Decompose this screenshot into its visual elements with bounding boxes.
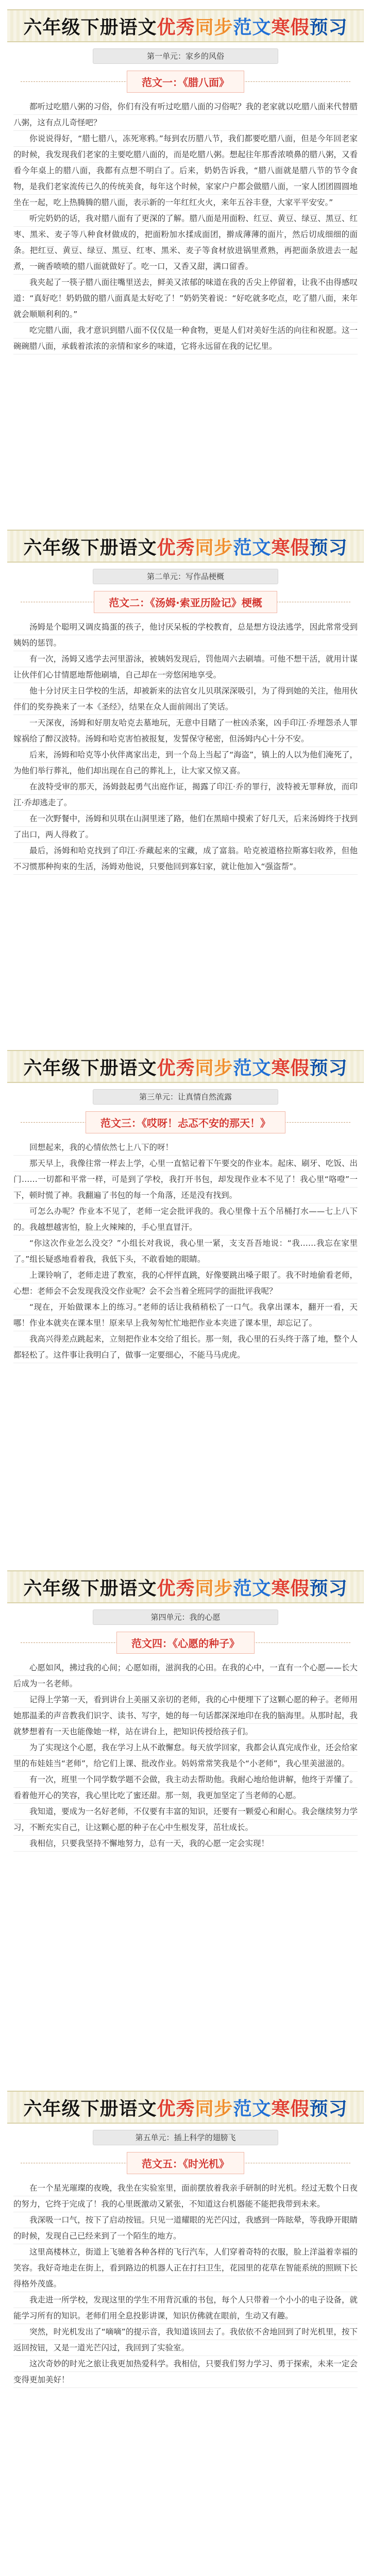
section-banner (7, 9, 364, 42)
essay-paragraph: 为了实现这个心愿，我在学习上从不敢懈怠。每天放学回家，我都会认真完成作业，还会给家里的布娃娃当“老师”，给它们上课、批改作业。妈妈常常笑我是个“小老师”，我心里美滋滋的。 (13, 1743, 358, 1768)
essay-paragraph: 突然，时光机发出了“嘀嘀”的提示音，我知道该回去了。我依依不舍地回到了时光机里，按下返回按钮，又是一道光芒闪过，我回到了实验室。 (13, 2327, 358, 2352)
essay-section-1 (0, 0, 371, 520)
essay-title (21, 71, 350, 92)
essay-title-text: 范文一：《腊八面》 (127, 71, 244, 93)
essay-body (13, 2180, 358, 2388)
essay-body (13, 619, 358, 875)
banner-title: 六年级下册语文优秀同步范文寒假预习 (23, 2098, 348, 2120)
essay-paragraph: 我高兴得差点跳起来，立刻把作业本交给了组长。那一刻，我心里的石头终于落了地，整个人都轻松了。这件事让我明白了，做事一定要细心，不能马马虎虎。 (13, 1334, 358, 1360)
essay-paragraph: “现在，开始做课本上的练习。”老师的话让我稍稍松了一口气。我拿出课本，翻开一看，天哪！作业本就夹在课本里！原来早上我匆匆忙忙地把作业本夹进了课本里，却忘记了。 (13, 1302, 358, 1328)
essay-title (21, 1112, 350, 1132)
banner-title: 六年级下册语文优秀同步范文寒假预习 (23, 1057, 348, 1079)
essay-title-text: 范文四：《心愿的种子》 (116, 1632, 255, 1654)
essay-paragraph: 最后，汤姆和哈克找到了印江·乔藏起来的宝藏，成了富翁。哈克被道格拉斯寡妇收养，但他不习惯那种拘束的生活，汤姆劝他说，只要他回到寡妇家，就让他加入“强盗帮”。 (13, 846, 358, 871)
essay-section-5 (0, 2081, 371, 2576)
essay-paragraph: 我相信，只要我坚持不懈地努力，总有一天，我的心愿一定会实现！ (29, 1839, 269, 1848)
essay-paragraph: 他十分讨厌主日学校的生活，却被新来的法官女儿贝琪深深吸引，为了得到她的关注，他用伙伴们的奖券换来了一本《圣经》，结果在众人面前闹出了笑话。 (13, 686, 358, 711)
essay-paragraph: 这里高楼林立，街道上飞驰着各种各样的飞行汽车，人们穿着奇特的衣服，脸上洋溢着幸福的笑容。我好奇地走在街上，看到路边的机器人正在打扫卫生，花园里的花草在智能系统的照顾下长得格外茂盛。 (13, 2247, 358, 2289)
essay-paragraph: 听完奶奶的话，我对腊八面有了更深的了解。腊八面是用面粉、红豆、黄豆、绿豆、黑豆、红枣、黑米、麦子等八种食材做成的，把面粉加水揉成面团，擀成薄薄的面片，然后切成细细的面条。把红豆、黄豆、绿豆、黑豆、红枣、黑米、麦子等食材放进锅里煮熟，再把面条放进去一起煮，一碗香喷喷的腊八面就做好了。吃一口，又香又甜，满口留香。 (13, 214, 358, 271)
essay-title-text: 范文三：《哎呀！忐忑不安的那天！》 (86, 1111, 285, 1133)
section-banner (7, 1570, 364, 1603)
essay-paragraph: 心愿如风，拂过我的心间；心愿如雨，滋润我的心田。在我的心中，一直有一个心愿——长大后成为一名老师。 (13, 1663, 358, 1688)
essay-body (13, 1140, 358, 1363)
essay-paragraph: 后来，汤姆和哈克等小伙伴离家出走，到一个岛上当起了“海盗”，镇上的人以为他们淹死了，为他们举行葬礼，他们却出现在自己的葬礼上，让大家又惊又喜。 (13, 750, 358, 775)
banner-title: 六年级下册语文优秀同步范文寒假预习 (23, 16, 348, 38)
essay-paragraph: 那天早上，我像往常一样去上学，心里一直惦记着下午要交的作业本。起床、刷牙、吃饭、出门……一切都和平常一样，可是到了学校，我打开书包，却发现作业本不见了！我心里“咯噔”一下，顿时慌了神。我翻遍了书包的每一个角落，还是没有找到。 (13, 1159, 358, 1200)
essay-title-text: 范文五：《时光机》 (127, 2152, 244, 2174)
essay-paragraph: 我走进一所学校，发现这里的学生不用背沉重的书包，每个人只带着一个小小的电子设备，就能学习所有的知识。老师们用全息投影讲课，知识仿佛就在眼前，生动又有趣。 (13, 2295, 358, 2320)
unit-label: 第四单元：我的心愿 (93, 1609, 278, 1625)
essay-paragraph: “你这次作业怎么没交？”小组长对我说，我心里一紧，支支吾吾地说：“我……我忘在家里了。”组长疑惑地看着我，我低下头，不敢看她的眼睛。 (13, 1239, 358, 1264)
essay-paragraph: 我知道，要成为一名好老师，不仅要有丰富的知识，还要有一颗爱心和耐心。我会继续努力学习，不断充实自己，让这颗心愿的种子在心中生根发芽，茁壮成长。 (13, 1807, 358, 1832)
essay-paragraph: 上课铃响了，老师走进了教室，我的心怦怦直跳，好像要跳出嗓子眼了。我不时地偷看老师，心想：老师会不会发现我没交作业呢？会不会当着全班同学的面批评我呢？ (13, 1270, 358, 1296)
essay-title (21, 591, 350, 612)
banner-title: 六年级下册语文优秀同步范文寒假预习 (23, 1578, 348, 1599)
essay-section-3 (0, 1041, 371, 1561)
essay-title (21, 1632, 350, 1653)
essay-paragraph: 在波特受审的那天，汤姆鼓起勇气出庭作证，揭露了印江·乔的罪行，波特被无罪释放，而印江·乔却逃走了。 (13, 782, 358, 807)
essay-title-text: 范文二：《汤姆·索亚历险记》梗概 (94, 591, 277, 613)
section-banner (7, 2091, 364, 2124)
essay-paragraph: 有一次，汤姆又逃学去河里游泳，被姨妈发现后，罚他周六去刷墙。可他不想干活，就用计谋让伙伴们心甘情愿地帮他刷墙，自己却在一旁悠闲地享受。 (13, 654, 358, 680)
essay-title (21, 2153, 350, 2173)
essay-section-4 (0, 1561, 371, 2081)
banner-title: 六年级下册语文优秀同步范文寒假预习 (23, 537, 348, 558)
section-banner (7, 1050, 364, 1083)
essay-paragraph: 汤姆是个聪明又调皮捣蛋的孩子，他讨厌呆板的学校教育，总是想方设法逃学，因此常常受到姨妈的惩罚。 (13, 622, 358, 648)
essay-paragraph: 一天深夜，汤姆和好朋友哈克去墓地玩，无意中目睹了一桩凶杀案，凶手印江·乔埋怨杀人罪嫁祸给了醉汉波特。汤姆和哈克害怕被报复，发誓保守秘密，但汤姆内心十分不安。 (13, 718, 358, 743)
essay-paragraph: 都听过吃腊八粥的习俗，你们有没有听过吃腊八面的习俗呢？我的老家就以吃腊八面来代替腊八粥，这有点儿奇怪吧？ (13, 102, 358, 127)
essay-paragraph: 吃完腊八面，我才意识到腊八面不仅仅是一种食物，更是人们对美好生活的向往和祝愿。这一碗碗腊八面，承载着浓浓的亲情和家乡的味道，它将永远留在我的记忆里。 (13, 326, 358, 351)
essay-paragraph: 记得上学第一天，看到讲台上美丽又亲切的老师，我的心中便埋下了这颗心愿的种子。老师用她那温柔的声音教我们识字、读书、写字，她的每一句话都深深地印在我的脑海里。从那时起，我就梦想着有一天也能像她一样，站在讲台上，把知识传授给孩子们。 (13, 1695, 358, 1736)
essay-paragraph: 你说说得好，“腊七腊八，冻死寒鸦。”每到农历腊八节，我们都要吃腊八面，但是今年回老家的时候，我发现我们老家的主要吃腊八面的，而是吃腊八粥。想起往年那香浓喷鼻的腊八粥，又看看今年桌上的腊八面，我都有点想不明白了。后来，奶奶告诉我，“腊八面就是腊八节的节令食物，是我们老家流传已久的传统美食，每年这个时候，家家户户都会做腊八面，一家人团团圆圆地坐在一起，吃上热腾腾的腊八面，表示新的一年红红火火，来年五谷丰登，大家平平安安。” (13, 134, 358, 207)
essay-paragraph: 可怎么办呢？作业本不见了，老师一定会批评我的。我心里像十五个吊桶打水——七上八下的。我越想越害怕，脸上火辣辣的，手心里直冒汗。 (13, 1207, 358, 1232)
essay-paragraph: 在一个星光璀璨的夜晚，我坐在实验室里，面前摆放着我亲手研制的时光机。经过无数个日夜的努力，它终于完成了！我的心里既激动又紧张，不知道这台机器能不能把我带到未来。 (13, 2183, 358, 2209)
essay-paragraph: 我深吸一口气，按下了启动按钮。只见一道耀眼的光芒闪过，我感到一阵眩晕，等我睁开眼睛的时候，发现自己已经来到了一个陌生的地方。 (13, 2215, 358, 2241)
unit-label: 第一单元：家乡的风俗 (93, 48, 278, 64)
section-banner (7, 530, 364, 563)
essay-body (13, 99, 358, 354)
unit-label: 第三单元：让真情自然流露 (93, 1089, 278, 1105)
essay-paragraph: 回想起来，我的心情依然七上八下的呀！ (29, 1143, 174, 1152)
unit-label: 第二单元：写作品梗概 (93, 569, 278, 584)
essay-body (13, 1660, 358, 1852)
unit-label: 第五单元：插上科学的翅膀飞 (93, 2130, 278, 2145)
essay-paragraph: 我夹起了一筷子腊八面往嘴里送去，鲜美又浓郁的味道在我的舌尖上停留着，让我不由得感叹道：“真好吃！奶奶做的腊八面真是太好吃了！”奶奶笑着说：“好吃就多吃点，吃了腊八面，来年就会顺顺利利的。” (13, 278, 358, 319)
essay-section-2 (0, 520, 371, 1041)
essay-paragraph: 在一次野餐中，汤姆和贝琪在山洞里迷了路，他们在黑暗中摸索了好几天，后来汤姆终于找到了出口，两人得救了。 (13, 814, 358, 839)
essay-paragraph: 这次奇妙的时光之旅让我更加热爱科学。我相信，只要我们努力学习、勇于探索，未来一定会变得更加美好！ (13, 2359, 358, 2384)
essay-paragraph: 有一次，班里一个同学数学题不会做，我主动去帮助他。我耐心地给他讲解，他终于弄懂了。看着他开心的笑容，我心里比吃了蜜还甜。那一刻，我更加坚定了当老师的心愿。 (13, 1775, 358, 1800)
